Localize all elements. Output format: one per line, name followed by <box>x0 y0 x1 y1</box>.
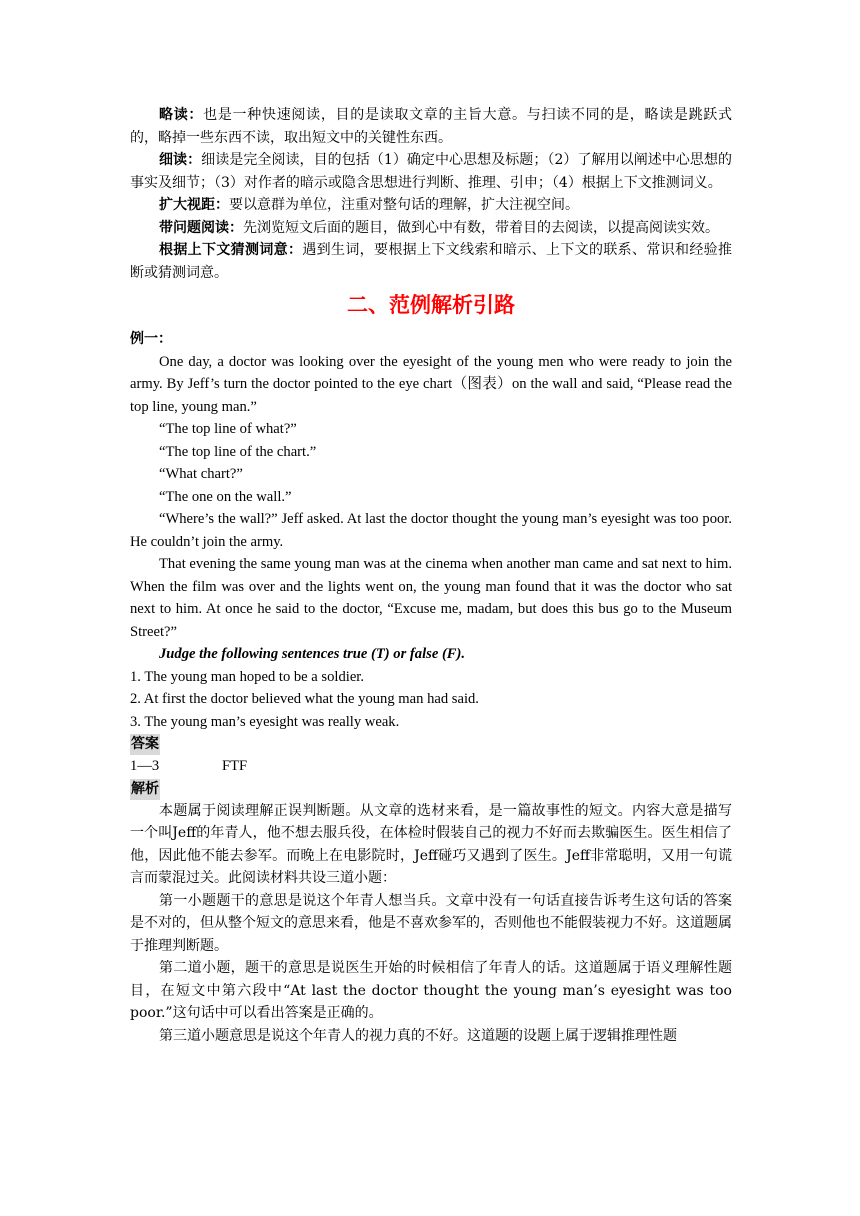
method-close-reading <box>130 149 732 194</box>
method-term: 扩大视距： <box>159 197 229 213</box>
question-instruction: Judge the following sentences true (T) or false (F). <box>159 646 466 662</box>
section-title: 二、范例解析引路 <box>347 293 515 317</box>
method-term: 细读： <box>159 152 202 168</box>
method-text: 细读是完全阅读，目的包括（1）确定中心思想及标题；（2）了解用以阐述中心思想的事实及细节；（3）对作者的暗示或隐含思想进行判断、推理、引申；（4）根据上下文推测词义。 <box>130 152 733 191</box>
method-text: 也是一种快速阅读，目的是读取文章的主旨大意。与扫读不同的是，略读是跳跃式的，略掉一些东西不读，取出短文中的关键性东西。 <box>130 107 733 146</box>
analysis-label: 解析 <box>130 779 160 800</box>
method-text: 先浏览短文后面的题目，做到心中有数，带着目的去阅读，以提高阅读实效。 <box>243 219 719 236</box>
question-item: 1. The young man hoped to be a soldier. <box>130 668 364 685</box>
method-question-reading <box>130 217 732 240</box>
passage-paragraph: One day, a doctor was looking over the eyesight of the young men who were ready to join the army. By Jeff’s turn the doctor pointed to the eye chart（图表）on the wall and said, “Please read the top line, young man.” <box>130 353 732 415</box>
method-widen-span <box>130 194 732 217</box>
analysis-paragraph: 第三道小题意思是说这个年青人的视力真的不好。这道题的设题上属于逻辑推理性题 <box>159 1027 677 1044</box>
method-term: 根据上下文猜测词意： <box>159 242 303 258</box>
method-term: 略读： <box>159 107 204 123</box>
passage-paragraph: “Where’s the wall?” Jeff asked. At last the doctor thought the young man’s eyesight was too poor. He couldn’t join the army. <box>130 511 732 550</box>
question-item: 2. At first the doctor believed what the young man had said. <box>130 691 479 707</box>
analysis-paragraph: 第二道小题，题干的意思是说医生开始的时候相信了年青人的话。这道题属于语义理解性题目，在短文中第六段中“At last the doctor thought the young man’s eyesight was too poor.”这句话中可以看出答案是正确的。 <box>130 960 732 1021</box>
document-page <box>130 104 732 1047</box>
analysis-paragraph: 第一小题题干的意思是说这个年青人想当兵。文章中没有一句话直接告诉考生这句话的答案是不对的，但从整个短文的意思来看，他是不喜欢参军的，否则他也不能假装视力不好。这道题属于推理判断题。 <box>130 892 732 954</box>
answer-range: 1—3 <box>130 758 160 774</box>
example-label: 例一： <box>130 331 172 347</box>
passage-paragraph: “The top line of the chart.” <box>159 443 317 460</box>
method-text: 遇到生词，要根据上下文线索和暗示、上下文的联系、常识和经验推断或猜测词意。 <box>130 242 733 281</box>
answer-label: 答案 <box>130 734 160 755</box>
question-item: 3. The young man’s eyesight was really weak. <box>130 713 400 730</box>
method-guess-words <box>130 239 732 284</box>
method-term: 带问题阅读： <box>159 219 243 236</box>
method-text: 要以意群为单位，注重对整句话的理解，扩大注视空间。 <box>229 197 579 213</box>
analysis-header <box>130 778 732 800</box>
passage-paragraph: That evening the same young man was at the cinema when another man came and sat next to him. When the film was over and the lights went on, the young man found that it was the doctor who sat next to him. At once he said to the doctor, “Excuse me, madam, but does this bus go to the Museum Street?” <box>130 556 732 640</box>
answer-value: FTF <box>222 758 248 774</box>
answer-line <box>130 755 732 778</box>
passage-paragraph: “What chart?” <box>159 466 243 482</box>
passage-paragraph: “The one on the wall.” <box>159 488 292 505</box>
method-skimming <box>130 104 732 149</box>
passage-paragraph: “The top line of what?” <box>159 421 297 437</box>
analysis-paragraph: 本题属于阅读理解正误判断题。从文章的选材来看，是一篇故事性的短文。内容大意是描写一个叫Jeff的年青人，他不想去服兵役，在体检时假装自己的视力不好而去欺骗医生。医生相信了他，因此他不能去参军。而晚上在电影院时，Jeff碰巧又遇到了医生。Jeff非常聪明，又用一句谎言而蒙混过关。此阅读材料共设三道小题： <box>130 802 732 886</box>
answer-header <box>130 733 732 755</box>
